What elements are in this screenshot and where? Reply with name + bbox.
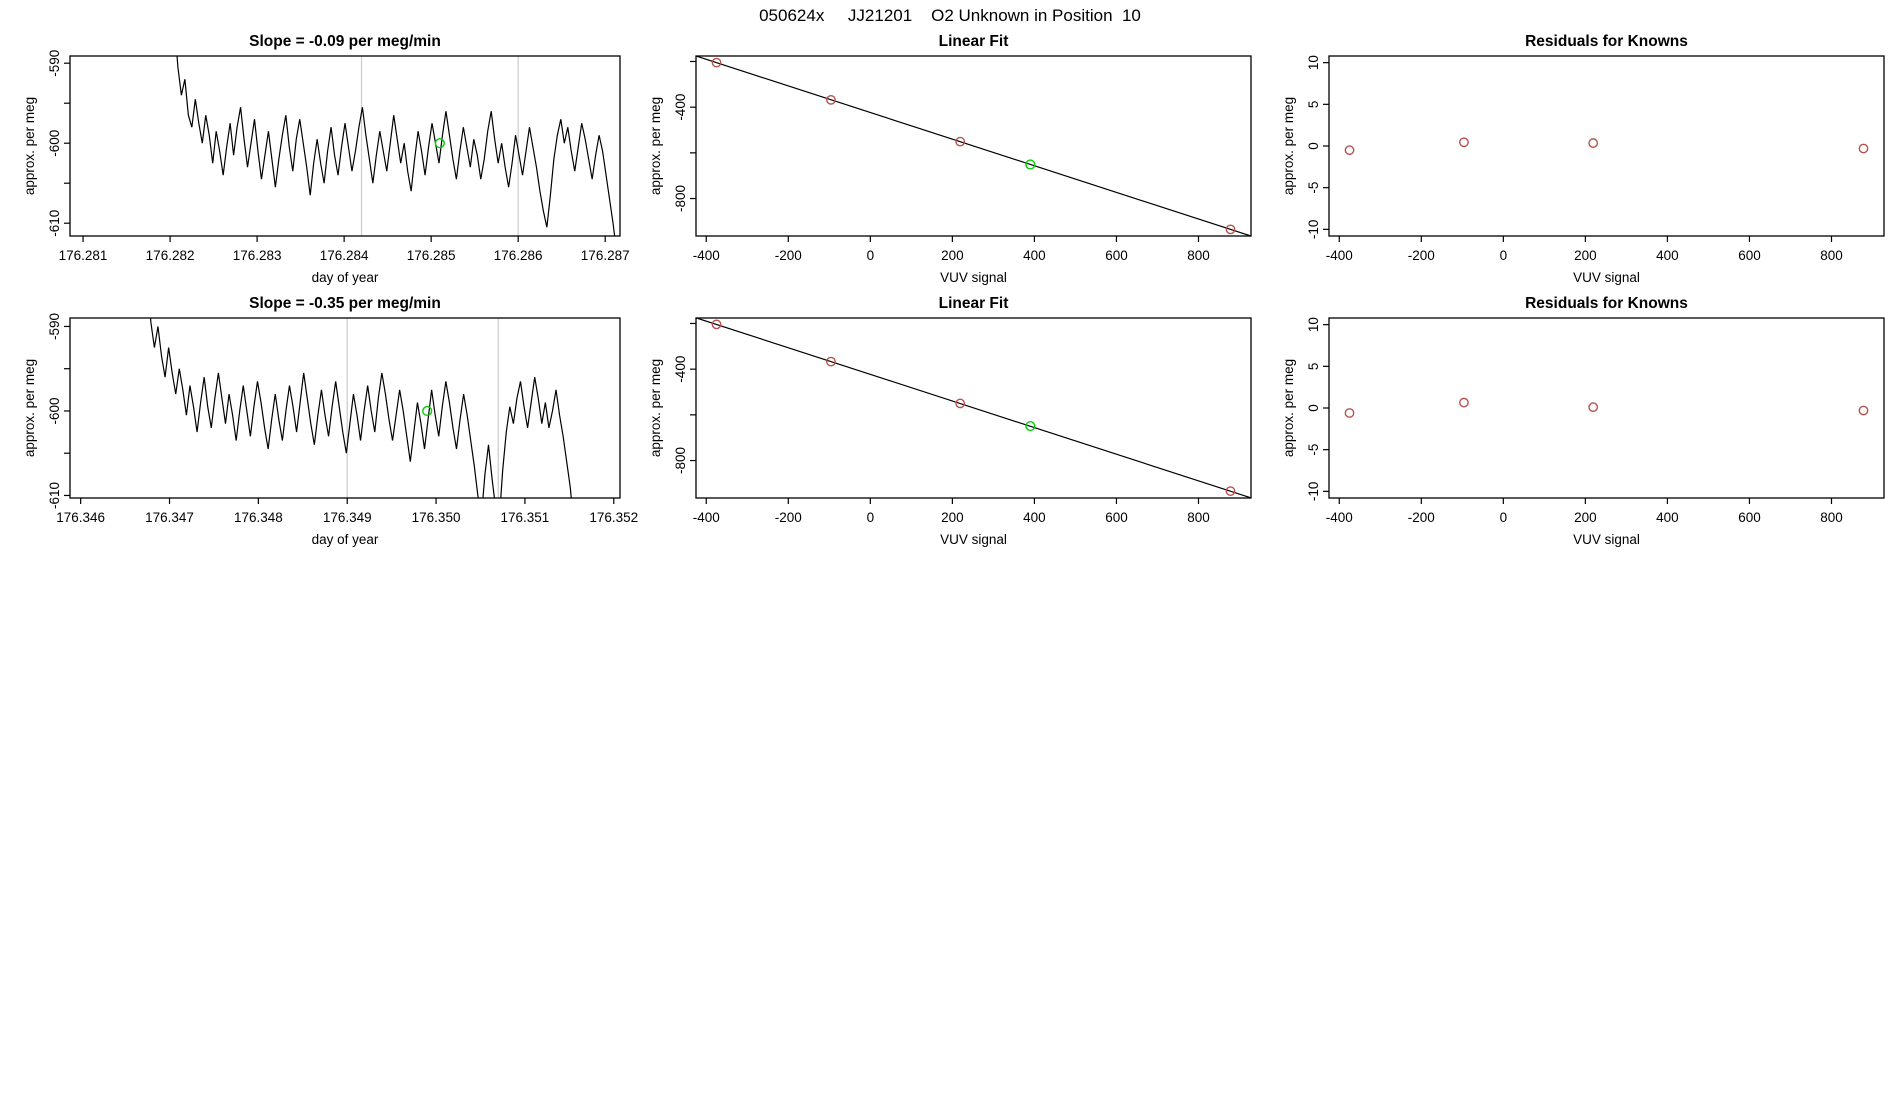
y-axis-label: approx. per meg	[1281, 358, 1296, 458]
y-tick-label: 10	[1306, 317, 1321, 333]
x-tick-label: 800	[1820, 248, 1843, 263]
x-tick-label: 176.281	[58, 248, 108, 263]
x-tick-label: 176.287	[580, 248, 630, 263]
x-tick-label: 200	[941, 248, 964, 263]
figure-title: 050624x JJ21201 O2 Unknown in Position 10	[759, 6, 1141, 25]
y-axis-label: approx. per meg	[648, 358, 663, 458]
unknown-sample-marker	[423, 407, 432, 416]
y-tick-label: -10	[1306, 481, 1321, 502]
y-tick-label: -610	[47, 209, 62, 237]
x-tick-label: 800	[1820, 510, 1843, 525]
x-axis-label: day of year	[311, 270, 379, 285]
x-tick-label: -400	[692, 510, 720, 525]
x-tick-label: 176.346	[56, 510, 106, 525]
y-axis-label: approx. per meg	[1281, 96, 1296, 196]
timeseries-plot-row2	[0, 288, 639, 560]
x-tick-label: 176.348	[233, 510, 283, 525]
x-tick-label: 800	[1187, 510, 1210, 525]
residual-point-marker	[1859, 406, 1867, 414]
x-axis-label: VUV signal	[940, 532, 1007, 547]
linear-fit-plot-row2	[633, 288, 1267, 560]
plot-box	[70, 56, 620, 236]
panel-title: Slope = -0.09 per meg/min	[249, 33, 441, 50]
y-tick-label: -400	[673, 93, 688, 121]
x-tick-label: 0	[1499, 510, 1508, 525]
x-tick-label: 176.285	[406, 248, 456, 263]
y-tick-label: 10	[1306, 55, 1321, 71]
x-tick-label: 400	[1656, 248, 1679, 263]
y-tick-label: -600	[47, 397, 62, 425]
residual-point-marker	[1589, 403, 1597, 411]
x-tick-label: -200	[774, 248, 802, 263]
x-tick-label: -200	[1407, 510, 1435, 525]
linear-fit-plot-row1	[633, 26, 1267, 298]
x-tick-label: 176.347	[145, 510, 194, 525]
y-tick-label: -5	[1306, 443, 1321, 456]
x-tick-label: 200	[941, 510, 964, 525]
panel-title: Slope = -0.35 per meg/min	[249, 295, 441, 312]
x-tick-label: 0	[866, 510, 875, 525]
x-tick-label: 176.284	[319, 248, 369, 263]
x-tick-label: 200	[1574, 248, 1597, 263]
plot-box	[1329, 56, 1884, 236]
residual-point-marker	[1345, 409, 1353, 417]
x-tick-label: 0	[866, 248, 875, 263]
y-tick-label: -600	[47, 129, 62, 157]
x-tick-label: 176.349	[322, 510, 372, 525]
plot-box	[1329, 318, 1884, 498]
timeseries-plot-row1	[0, 26, 634, 298]
x-tick-label: 600	[1738, 248, 1761, 263]
x-tick-label: 600	[1105, 248, 1128, 263]
plot-box	[70, 318, 620, 498]
y-tick-label: 5	[1306, 362, 1321, 371]
residual-point-marker	[1345, 146, 1353, 154]
x-tick-label: -400	[692, 248, 720, 263]
y-tick-label: -400	[673, 355, 688, 383]
panel-title: Linear Fit	[938, 33, 1009, 50]
residual-point-marker	[1460, 138, 1468, 146]
series-line	[147, 276, 574, 525]
x-axis-label: VUV signal	[940, 270, 1007, 285]
y-tick-label: 0	[1306, 142, 1321, 150]
x-tick-label: 176.351	[500, 510, 550, 525]
series-line	[174, 23, 616, 251]
x-tick-label: 176.350	[411, 510, 461, 525]
x-tick-label: -400	[1325, 248, 1353, 263]
x-tick-label: 800	[1187, 248, 1210, 263]
fit-line	[696, 318, 1251, 498]
x-tick-label: 176.352	[589, 510, 639, 525]
x-tick-label: 176.282	[145, 248, 195, 263]
x-tick-label: -400	[1325, 510, 1353, 525]
x-axis-label: day of year	[311, 532, 379, 547]
residuals-plot-row2	[1266, 288, 1900, 560]
y-axis-label: approx. per meg	[648, 96, 663, 196]
panel-title: Residuals for Knowns	[1525, 295, 1688, 312]
x-tick-label: 200	[1574, 510, 1597, 525]
residuals-plot-row1	[1266, 26, 1900, 298]
y-tick-label: -590	[47, 312, 62, 340]
y-axis-label: approx. per meg	[22, 96, 37, 196]
x-axis-label: VUV signal	[1573, 270, 1640, 285]
y-axis-label: approx. per meg	[22, 358, 37, 458]
x-tick-label: 0	[1499, 248, 1508, 263]
x-tick-label: -200	[774, 510, 802, 525]
x-tick-label: 600	[1738, 510, 1761, 525]
x-tick-label: 600	[1105, 510, 1128, 525]
residual-point-marker	[1589, 139, 1597, 147]
unknown-sample-marker	[435, 139, 444, 148]
x-tick-label: 400	[1023, 510, 1046, 525]
y-tick-label: -10	[1306, 219, 1321, 240]
y-tick-label: -800	[673, 447, 688, 475]
x-tick-label: 400	[1023, 248, 1046, 263]
x-tick-label: 400	[1656, 510, 1679, 525]
panel-title: Residuals for Knowns	[1525, 33, 1688, 50]
y-tick-label: -800	[673, 185, 688, 213]
y-tick-label: 0	[1306, 404, 1321, 412]
x-tick-label: 176.286	[493, 248, 543, 263]
x-tick-label: 176.283	[232, 248, 282, 263]
x-axis-label: VUV signal	[1573, 532, 1640, 547]
y-tick-label: -610	[47, 481, 62, 509]
residual-point-marker	[1859, 144, 1867, 152]
x-tick-label: -200	[1407, 248, 1435, 263]
panel-title: Linear Fit	[938, 295, 1009, 312]
y-tick-label: -590	[47, 49, 62, 77]
residual-point-marker	[1460, 398, 1468, 406]
fit-line	[696, 56, 1251, 236]
y-tick-label: -5	[1306, 181, 1321, 194]
y-tick-label: 5	[1306, 100, 1321, 109]
